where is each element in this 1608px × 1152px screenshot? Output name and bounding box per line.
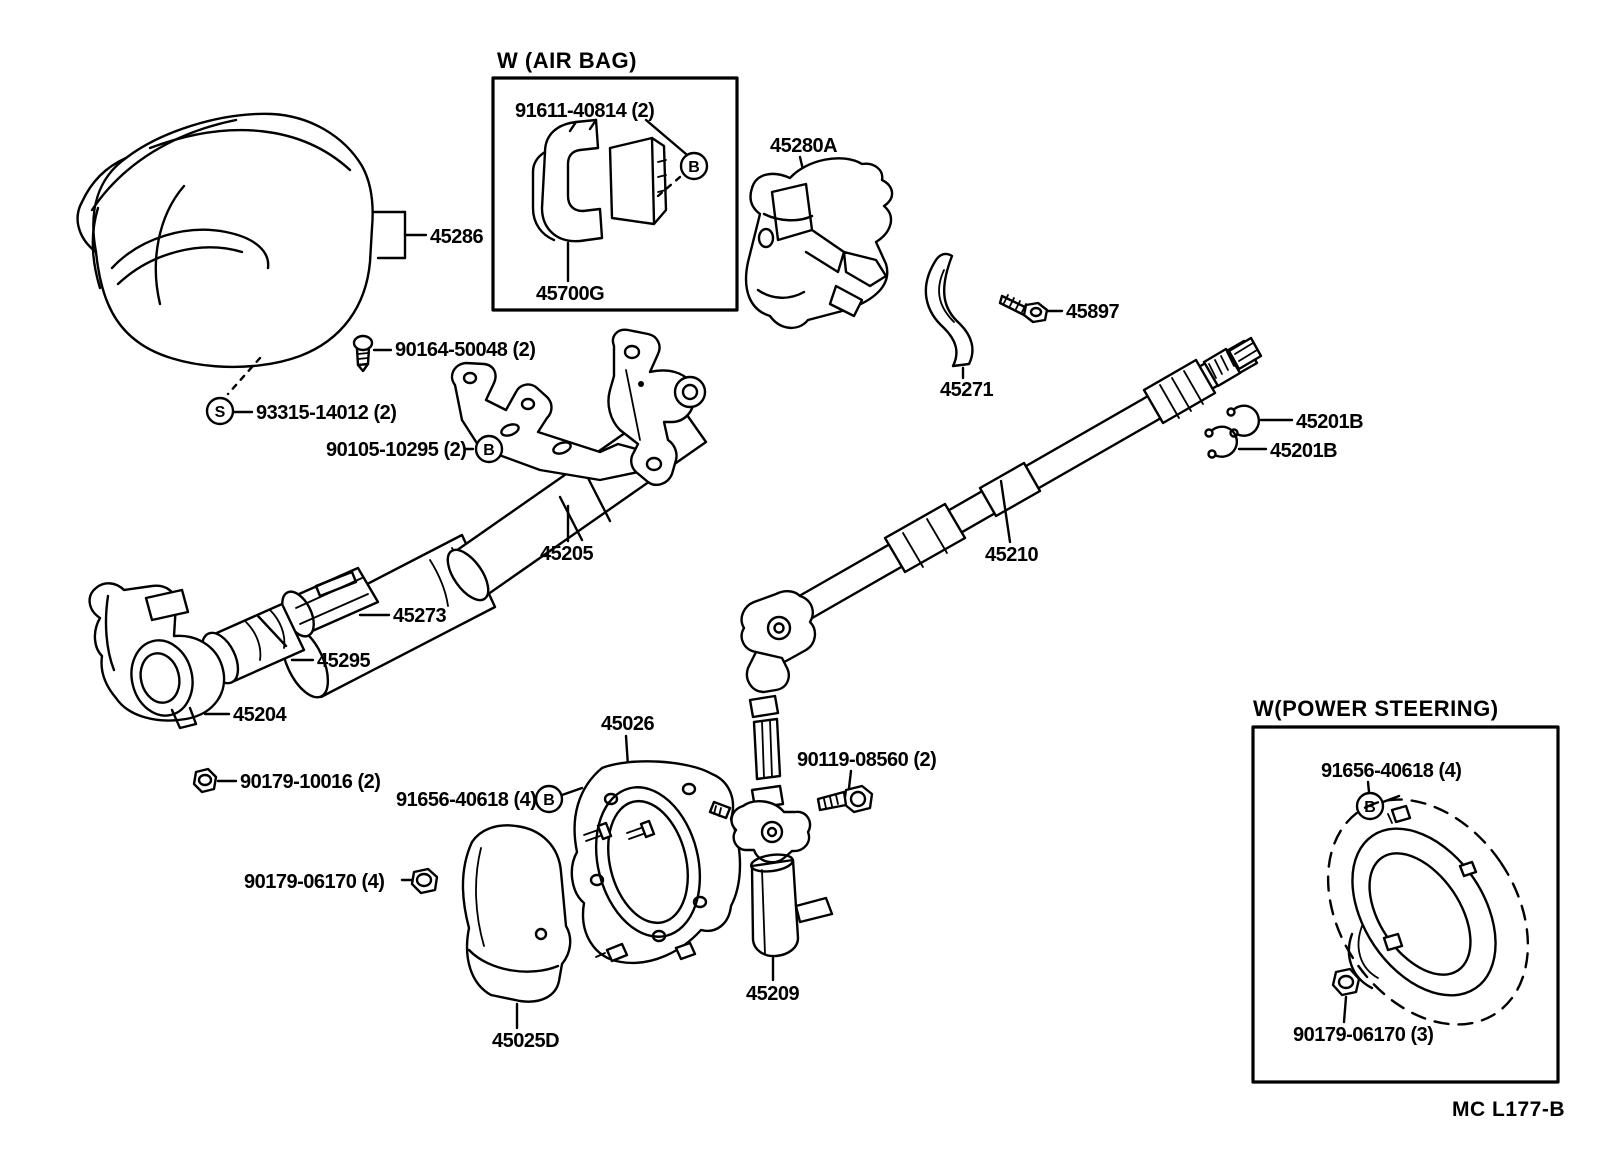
part-label-45700g: 45700G — [536, 283, 605, 305]
plate-bolt-callout — [396, 786, 582, 812]
part-label-45201b-lower: 45201B — [1270, 440, 1338, 462]
cover-plate-drawing — [572, 713, 740, 963]
callout-b-column: B — [483, 442, 495, 459]
part-label-45026: 45026 — [601, 713, 655, 735]
column-tube-drawing — [273, 330, 706, 704]
part-label-45209: 45209 — [746, 983, 800, 1005]
part-label-91656-40618: 91656-40618 (4) — [396, 789, 537, 811]
part-label-45205: 45205 — [540, 543, 594, 565]
part-label-45271: 45271 — [940, 379, 994, 401]
part-label-45210: 45210 — [985, 544, 1039, 566]
cover-screw-drawing — [354, 336, 535, 371]
part-label-90164-50048: 90164-50048 (2) — [395, 339, 536, 361]
part-label-45897: 45897 — [1066, 301, 1120, 323]
part-label-45273: 45273 — [393, 605, 447, 627]
part-label-90179-10016: 90179-10016 (2) — [240, 771, 381, 793]
callout-s: S — [214, 404, 226, 421]
part-label-91656-40618-ps: 91656-40618 (4) — [1321, 760, 1462, 782]
airbag-inset-title: W (AIR BAG) — [497, 48, 637, 73]
snap-rings-drawing — [1206, 406, 1364, 462]
column-cover-drawing — [78, 114, 443, 367]
part-label-45280a: 45280A — [770, 135, 838, 157]
part-label-45204: 45204 — [233, 704, 287, 726]
drawing-code: MC L177-B — [1452, 1098, 1566, 1121]
power-steering-inset — [1253, 696, 1569, 1082]
spiral-cable-drawing — [533, 120, 666, 241]
part-label-45295: 45295 — [317, 650, 371, 672]
main-shaft-drawing — [742, 338, 1261, 779]
callout-b-airbag: B — [688, 159, 700, 176]
part-label-90179-06170-4: 90179-06170 (4) — [244, 871, 385, 893]
part-label-45025d: 45025D — [492, 1030, 560, 1052]
callout-b-plate: B — [543, 792, 555, 809]
plate-nut-drawing — [244, 869, 437, 893]
part-label-45201b-upper: 45201B — [1296, 411, 1364, 433]
part-label-90119-08560: 90119-08560 (2) — [797, 749, 937, 771]
part-label-91611-40814: 91611-40814 (2) — [515, 100, 655, 122]
clamp-nut-drawing — [194, 769, 380, 793]
airbag-inset — [493, 48, 737, 310]
part-label-90179-06170-3: 90179-06170 (3) — [1293, 1024, 1434, 1046]
hole-cover-drawing — [463, 825, 570, 1052]
support-bracket-drawing — [926, 254, 994, 401]
part-label-45286: 45286 — [430, 226, 484, 248]
part-label-93315-14012: 93315-14012 (2) — [256, 402, 397, 424]
part-label-90105-10295: 90105-10295 (2) — [326, 439, 467, 461]
callout-b-power-steering: B — [1364, 799, 1376, 816]
power-steering-inset-title: W(POWER STEERING) — [1253, 696, 1499, 721]
bracket-bolt-drawing — [1000, 295, 1119, 323]
switch-bracket-drawing — [746, 135, 892, 328]
joint-bolt-drawing — [797, 749, 936, 812]
cover-assembly-callout — [374, 212, 483, 258]
